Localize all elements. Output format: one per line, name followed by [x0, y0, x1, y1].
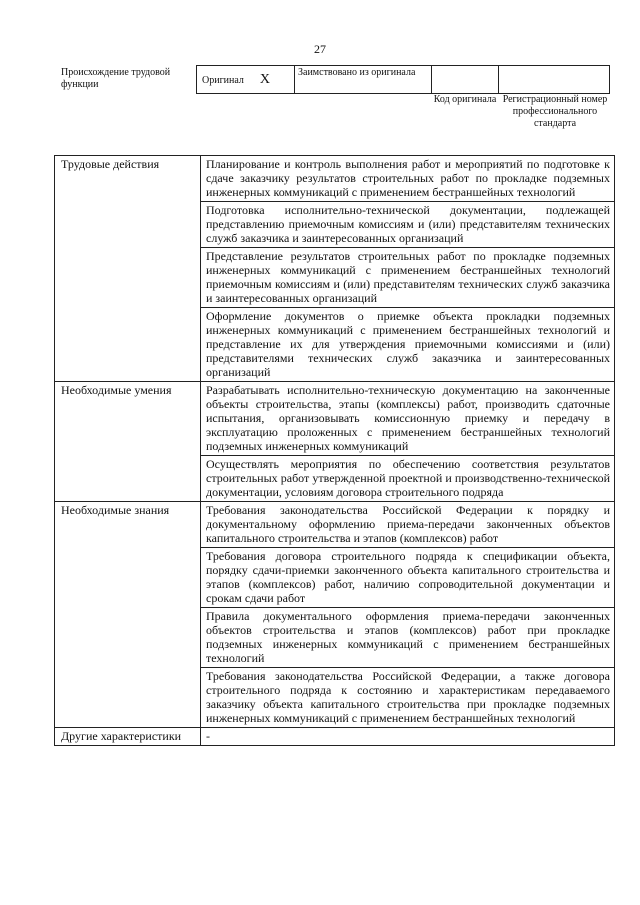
origin-table [196, 65, 610, 94]
table-cell: Подготовка исполнительно-технической документации, подлежащей представлению приемочным комиссиям и (или) представителям технических служб заказчика и заинтересованных организаций [201, 202, 615, 248]
table-cell: Планирование и контроль выполнения работ и мероприятий по подготовке к сдаче заказчику результатов строительных работ по прокладке подземных инженерных коммуникаций с применением бестраншейных технологий [201, 156, 615, 202]
table-row [55, 502, 615, 548]
section-heading: Необходимые умения [55, 382, 201, 502]
registration-caption: Регистрационный номер профессионального стандарта [502, 94, 608, 129]
table-row [55, 382, 615, 456]
page-number: 27 [314, 42, 326, 56]
table-cell: Представление результатов строительных работ по прокладке подземных инженерных коммуникаций с применением бестраншейных технологий приемочным комиссиям и (или) представителям технических служб заказчика и заинтересованных организаций [201, 248, 615, 308]
code-cell [432, 66, 499, 94]
section-heading: Трудовые действия [55, 156, 201, 382]
table-cell: Требования законодательства Российской Федерации, а также договора строительного подряда к состоянию и характеристикам передаваемого заказчику объекта капитального строительства при прокладке подземных инженерных коммуникаций с применением бестраншейных технологий [201, 668, 615, 728]
origin-label: Происхождение трудовой функции [61, 67, 171, 90]
table-cell: Требования законодательства Российской Федерации к порядку и документальному оформлению приема-передачи законченных объектов капитального строительства и этапов (комплексов) работ [201, 502, 615, 548]
table-cell: Оформление документов о приемке объекта прокладки подземных инженерных коммуникаций с применением бестраншейных технологий и представление их для утверждения приемочными комиссиями и (или) представителями технических служб заказчика и заинтересованных организаций [201, 308, 615, 382]
table-cell: Требования договора строительного подряда к спецификации объекта, порядку сдачи-приемки законченного объекта капитального строительства и этапов (комплексов) работ, наличию сопроводительной документации и срокам сдачи работ [201, 548, 615, 608]
borrowed-cell: Заимствовано из оригинала [295, 66, 432, 94]
table-cell: Разрабатывать исполнительно-техническую документацию на законченные объекты строительства, этапы (комплексы) работ, производить сдаточные испытания, организовывать комиссионную приемку и передачу в эксплуатацию проложенных с применением бестраншейных технологий подземных инженерных коммуникаций [201, 382, 615, 456]
table-cell: Осуществлять мероприятия по обеспечению соответствия результатов строительных работ утвержденной проектной и производственно-технической документации, условиям договора строительного подряда [201, 456, 615, 502]
table-row [55, 156, 615, 202]
code-caption: Код оригинала [433, 94, 497, 105]
table-row [55, 728, 615, 746]
section-heading: Необходимые знания [55, 502, 201, 728]
table-cell: Правила документального оформления приема-передачи законченных объектов строительства и этапов (комплексов) работ при прокладке подземных инженерных коммуникаций с применением бестраншейных технологий [201, 608, 615, 668]
original-label: Оригинал [202, 74, 244, 86]
original-mark: X [259, 71, 271, 87]
section-heading: Другие характеристики [55, 728, 201, 746]
labor-function-table [54, 155, 615, 746]
original-cell [197, 66, 295, 94]
registration-cell [499, 66, 610, 94]
table-cell: - [201, 728, 615, 746]
